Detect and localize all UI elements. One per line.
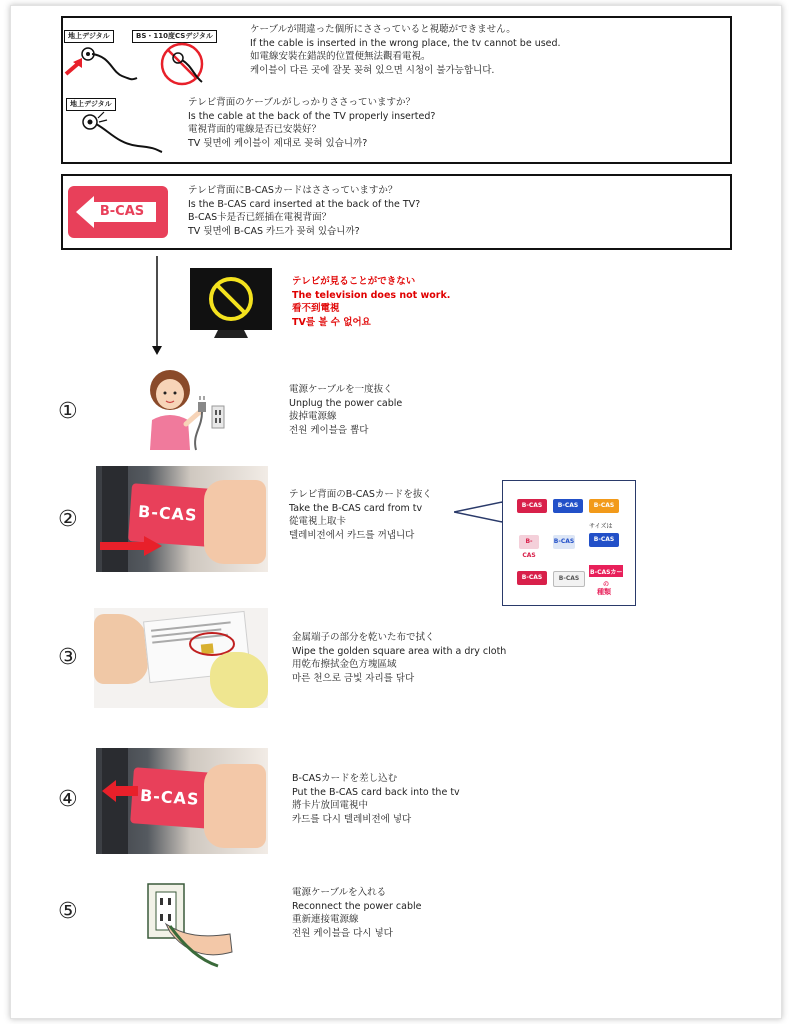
step-5-number: ⑤	[58, 899, 78, 924]
step-5-line-zh: 重新連接電源線	[292, 914, 359, 925]
card-photo-label-2: B-CAS	[139, 785, 201, 809]
step-1-line-en: Unplug the power cable	[289, 397, 403, 409]
bcas-line-ja: テレビ背面にB-CASカードはささっていますか？	[188, 185, 398, 196]
cable-wrong-illustration	[62, 42, 222, 92]
yellow-cloth	[210, 652, 268, 708]
card-type-orange: B-CAS	[589, 499, 619, 513]
insert-card-photo	[96, 748, 268, 854]
card-type-red-2: B-CAS	[517, 571, 547, 585]
step-4-line-zh: 將卡片放回電視中	[292, 800, 369, 811]
card-photo-label: B-CAS	[137, 501, 199, 525]
check-line-zh: 電視背面的電線是否已安裝好？	[188, 124, 322, 135]
step-4-line-ja: B-CASカードを差し込む	[292, 773, 398, 784]
card-type-white-2: B-CAS	[553, 571, 585, 587]
step-2-line-zh: 從電視上取卡	[289, 516, 347, 527]
wrong-line-ja: ケーブルが間違った個所にささっていると視聴ができません。	[250, 24, 516, 35]
step-3-number: ③	[58, 645, 78, 670]
no-tv-text	[292, 275, 450, 329]
step-4-text	[292, 772, 460, 826]
bcas-line-ko: TV 뒷면에 B-CAS 카드가 꽂혀 있습니까?	[188, 225, 360, 237]
no-tv-line-ko: TV를 볼 수 없어요	[292, 316, 371, 328]
step-2-number: ②	[58, 507, 78, 532]
step-2-line-ko: 텔레비전에서 카드를 꺼냅니다	[289, 529, 415, 541]
step-5-line-ko: 전원 케이블을 다시 넣다	[292, 927, 393, 939]
bs-cs-digital-tag: BS・110度CSデジタル	[132, 30, 217, 43]
cable-check-text	[188, 96, 435, 150]
card-type-white-blue: B-CAS	[553, 535, 575, 549]
step-5-text	[292, 886, 421, 940]
step-3-text	[292, 631, 506, 685]
step-2-line-ja: テレビ背面のB-CASカードを抜く	[289, 489, 432, 500]
step-1-text	[289, 383, 402, 437]
bcas-line-zh: B-CAS卡是否已經插在電視背面？	[188, 212, 332, 223]
remove-card-photo	[96, 466, 268, 572]
callout-pointer	[454, 500, 504, 524]
types-label-1: B-CASカード	[590, 569, 629, 576]
step-2-line-en: Take the B-CAS card from tv	[289, 502, 423, 514]
bcas-line-en: Is the B-CAS card inserted at the back of the TV?	[188, 198, 421, 210]
card-type-white-small: B-CAS	[519, 535, 539, 549]
arrow-left-red-icon	[102, 780, 138, 802]
step-1-line-zh: 拔掉電源線	[289, 411, 337, 422]
bcas-check-text	[188, 184, 420, 238]
cable-correct-illustration	[78, 110, 168, 156]
step-3-line-ko: 마른 천으로 금빛 자리를 닦다	[292, 672, 415, 684]
step-5-line-ja: 電源ケーブルを入れる	[292, 887, 387, 898]
bcas-card-icon	[68, 186, 168, 238]
terrestrial-digital-tag: 地上デジタル	[64, 30, 114, 43]
wrong-line-en: If the cable is inserted in the wrong place, the tv cannot be used.	[250, 37, 561, 49]
step-3-line-ja: 金属端子の部分を乾いた布で拭く	[292, 632, 435, 643]
wrong-line-zh: 如電線安裝在錯誤的位置便無法觀看電視。	[250, 51, 431, 62]
tv-no-signal-icon	[188, 266, 274, 342]
card-types-callout	[502, 480, 636, 606]
woman-unplugging-illustration	[144, 364, 228, 452]
step-3-line-en: Wipe the golden square area with a dry cloth	[292, 645, 507, 657]
check-line-ja: テレビ背面のケーブルがしっかりささっていますか？	[188, 97, 415, 108]
flow-arrow-down-icon	[150, 256, 164, 356]
step-3-line-zh: 用乾布擦拭金色方塊區域	[292, 659, 397, 670]
wrong-cable-text	[250, 23, 561, 77]
types-label-3: 種類	[597, 588, 611, 596]
check-line-ko: TV 뒷면에 케이블이 제대로 꽂혀 있습니까?	[188, 137, 368, 149]
card-type-blue: B-CAS	[553, 499, 583, 513]
arrow-right-icon	[100, 536, 162, 556]
types-label-2: の	[603, 581, 610, 588]
size-label: サイズは	[589, 523, 613, 530]
check-line-en: Is the cable at the back of the TV properly inserted?	[188, 110, 436, 122]
bcas-card-photo-2	[130, 767, 214, 828]
step-1-line-ja: 電源ケーブルを一度抜く	[289, 384, 393, 395]
wrong-line-ko: 케이블이 다른 곳에 잘못 꽂혀 있으면 시청이 불가능합니다.	[250, 64, 495, 76]
step-4-number: ④	[58, 787, 78, 812]
card-type-blue-2: B-CAS	[589, 533, 619, 547]
plug-in-illustration	[144, 880, 236, 968]
step-4-line-en: Put the B-CAS card back into the tv	[292, 786, 460, 798]
no-tv-line-zh: 看不到電視	[292, 303, 340, 314]
card-type-red: B-CAS	[517, 499, 547, 513]
step-1-line-ko: 전원 케이블을 뽑다	[289, 424, 369, 436]
step-5-line-en: Reconnect the power cable	[292, 900, 422, 912]
bcas-card-label: B-CAS	[99, 204, 145, 219]
step-4-line-ko: 카드를 다시 텔레비전에 넣다	[292, 813, 412, 825]
step-2-text	[289, 488, 432, 542]
step-1-number: ①	[58, 399, 78, 424]
no-tv-line-en: The television does not work.	[292, 289, 451, 301]
no-tv-line-ja: テレビが見ることができない	[292, 276, 416, 287]
terrestrial-digital-tag-2: 地上デジタル	[66, 98, 116, 111]
wipe-card-photo	[94, 608, 268, 708]
